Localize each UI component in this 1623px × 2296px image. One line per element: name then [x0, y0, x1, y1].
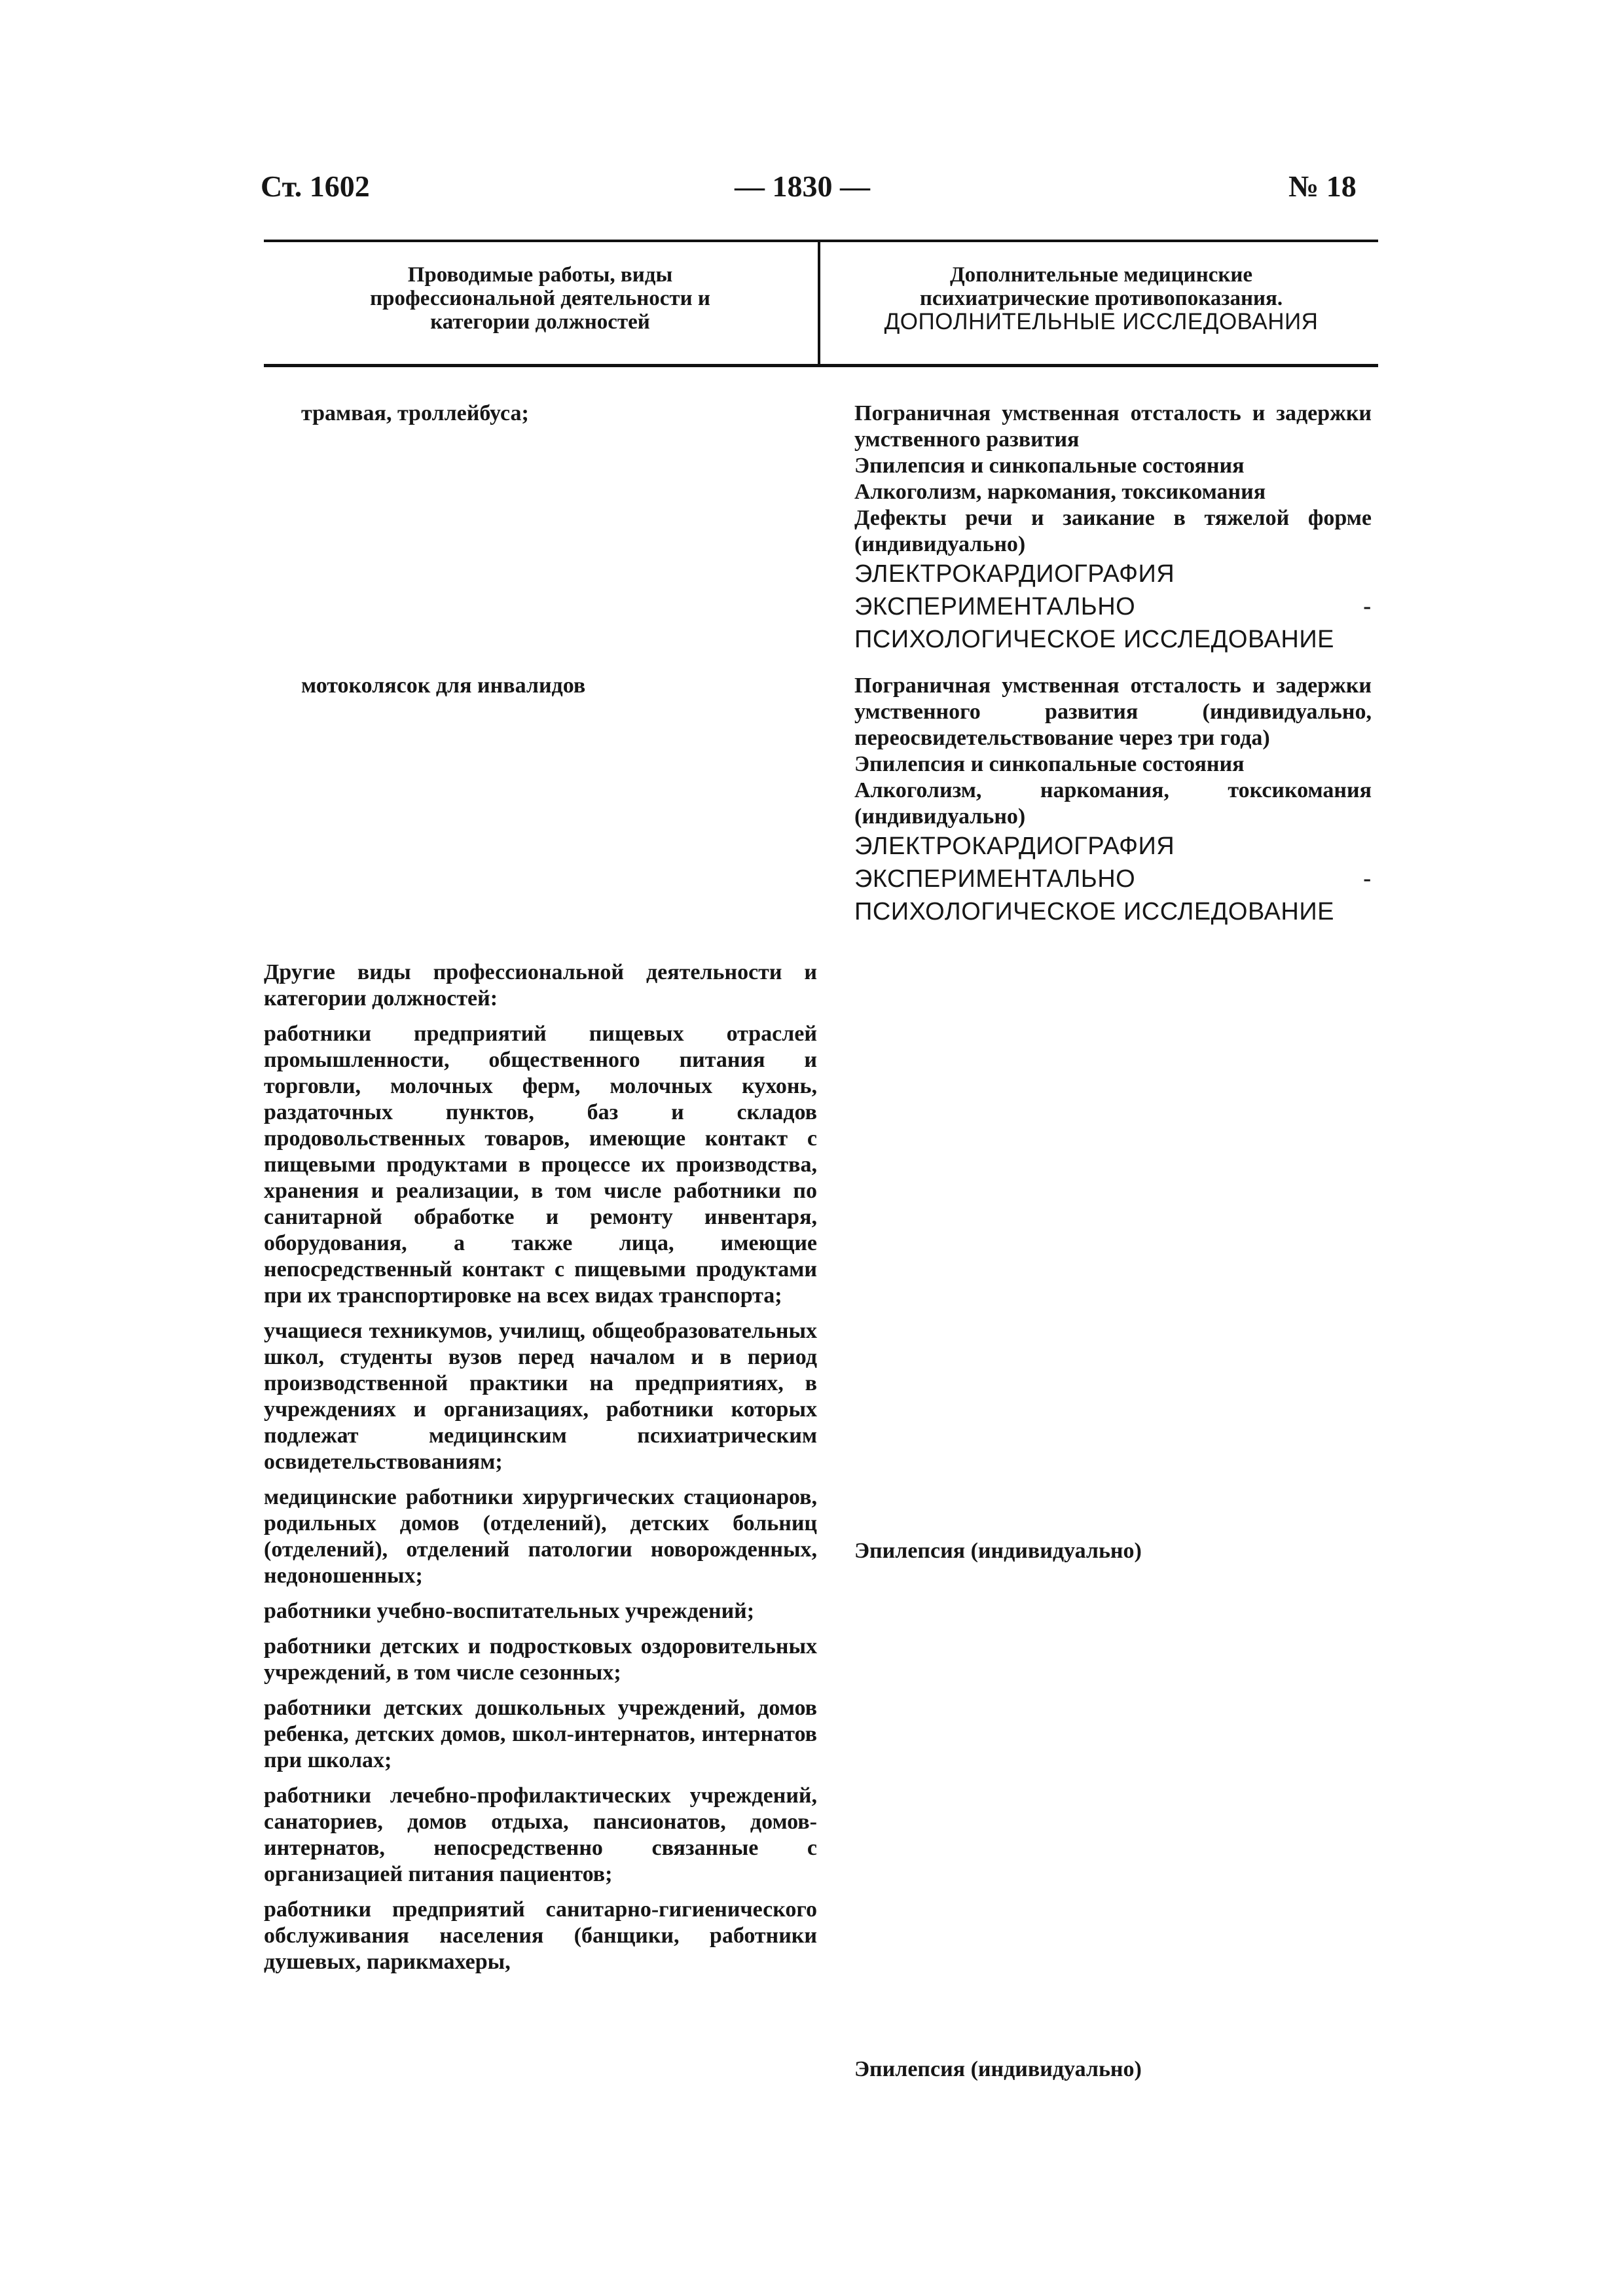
row-moto-right [854, 673, 1372, 928]
examination: ЭЛЕКТРОКАРДИОГРАФИЯ [854, 833, 1175, 860]
column-divider [818, 241, 820, 365]
contraindication: Алкоголизм, наркомания, токсикомания (индивидуально) [854, 778, 1372, 829]
work-type-text: работники детских и подростковых оздоровительных учреждений, в том числе сезонных; [264, 1634, 817, 1685]
row-tram-right [854, 401, 1372, 656]
article-number: Ст. 1602 [261, 170, 370, 203]
page-number: — 1830 — [735, 170, 870, 203]
examination: ЭЛЕКТРОКАРДИОГРАФИЯ [854, 560, 1175, 588]
issue-number: № 18 [1288, 170, 1357, 203]
contraindication: Пограничная умственная отсталость и задержки умственного развития (индивидуально, переосвидетельствование через три года) [854, 673, 1372, 750]
contraindication: Пограничная умственная отсталость и задержки умственного развития [854, 401, 1372, 452]
work-type-text: учащиеся техникумов, училищ, общеобразовательных школ, студенты вузов перед началом и в период производственной практики на предприятиях, в учреждениях и организациях, работники которых подлежат медицинским психиатрическим освидетельствованиям; [264, 1319, 817, 1474]
contraindication: Дефекты речи и заикание в тяжелой форме (индивидуально) [854, 506, 1372, 556]
row-sanitary-right [854, 2056, 1372, 2083]
contraindication: Эпилепсия (индивидуально) [854, 1539, 1142, 1563]
work-type-text: мотоколясок для инвалидов [301, 673, 586, 698]
column-header-right [833, 263, 1370, 334]
column-header-left-line: категории должностей [430, 310, 650, 334]
examination: ЭКСПЕРИМЕНТАЛЬНО - ПСИХОЛОГИЧЕСКОЕ ИССЛЕДОВАНИЕ [854, 593, 1372, 653]
column-header-left [275, 263, 805, 334]
table-header-rule [264, 364, 1378, 367]
column-header-right-line: Дополнительные медицинские [949, 263, 1253, 287]
contraindication: Эпилепсия и синкопальные состояния [854, 454, 1245, 478]
contraindication: Алкоголизм, наркомания, токсикомания [854, 480, 1266, 504]
work-type-text: медицинские работники хирургических стационаров, родильных домов (отделений), детских больниц (отделений), отделений патологии новорожденных, недоношенных; [264, 1485, 817, 1588]
contraindication: Эпилепсия и синкопальные состояния [854, 752, 1245, 776]
contraindication: Эпилепсия (индивидуально) [854, 2057, 1142, 2081]
row-medics-right [854, 1538, 1372, 1564]
work-type-text: работники детских дошкольных учреждений, домов ребенка, детских домов, школ-интернатов, интернатов при школах; [264, 1696, 817, 1772]
other-professions-list [264, 960, 817, 1975]
table-top-rule [264, 240, 1378, 242]
row-tram-left [301, 401, 817, 427]
work-type-text: трамвая, троллейбуса; [301, 401, 529, 425]
section-heading: Другие виды профессиональной деятельности и категории должностей: [264, 960, 817, 1011]
work-type-text: работники предприятий санитарно-гигиенического обслуживания населения (банщики, работники душевых, парикмахеры, [264, 1897, 817, 1974]
work-type-text: работники лечебно-профилактических учреждений, санаториев, домов отдыха, пансионатов, домов-интернатов, непосредственно связанные с организацией питания пациентов; [264, 1784, 817, 1886]
examination: ЭКСПЕРИМЕНТАЛЬНО - ПСИХОЛОГИЧЕСКОЕ ИССЛЕДОВАНИЕ [854, 865, 1372, 925]
work-type-text: работники учебно-воспитательных учреждений; [264, 1599, 755, 1623]
row-moto-left [301, 673, 817, 699]
column-header-right-line: ДОПОЛНИТЕЛЬНЫЕ ИССЛЕДОВАНИЯ [884, 309, 1319, 334]
column-header-left-line: Проводимые работы, виды [407, 263, 673, 287]
work-type-text: работники предприятий пищевых отраслей промышленности, общественного питания и торговли, молочных ферм, молочных кухонь, раздаточных пунктов, баз и складов продовольственных товаров, имеющие контакт с пищевыми продуктами в процессе их производства, хранения и реализации, в том числе работники по санитарной обработке и ремонту инвентаря, оборудования, а также лица, имеющие непосредственный контакт с пищевыми продуктами при их транспортировке на всех видах транспорта; [264, 1022, 817, 1308]
column-header-left-line: профессиональной деятельности и [370, 287, 710, 310]
column-header-right-line: психиатрические противопоказания. [919, 287, 1283, 310]
